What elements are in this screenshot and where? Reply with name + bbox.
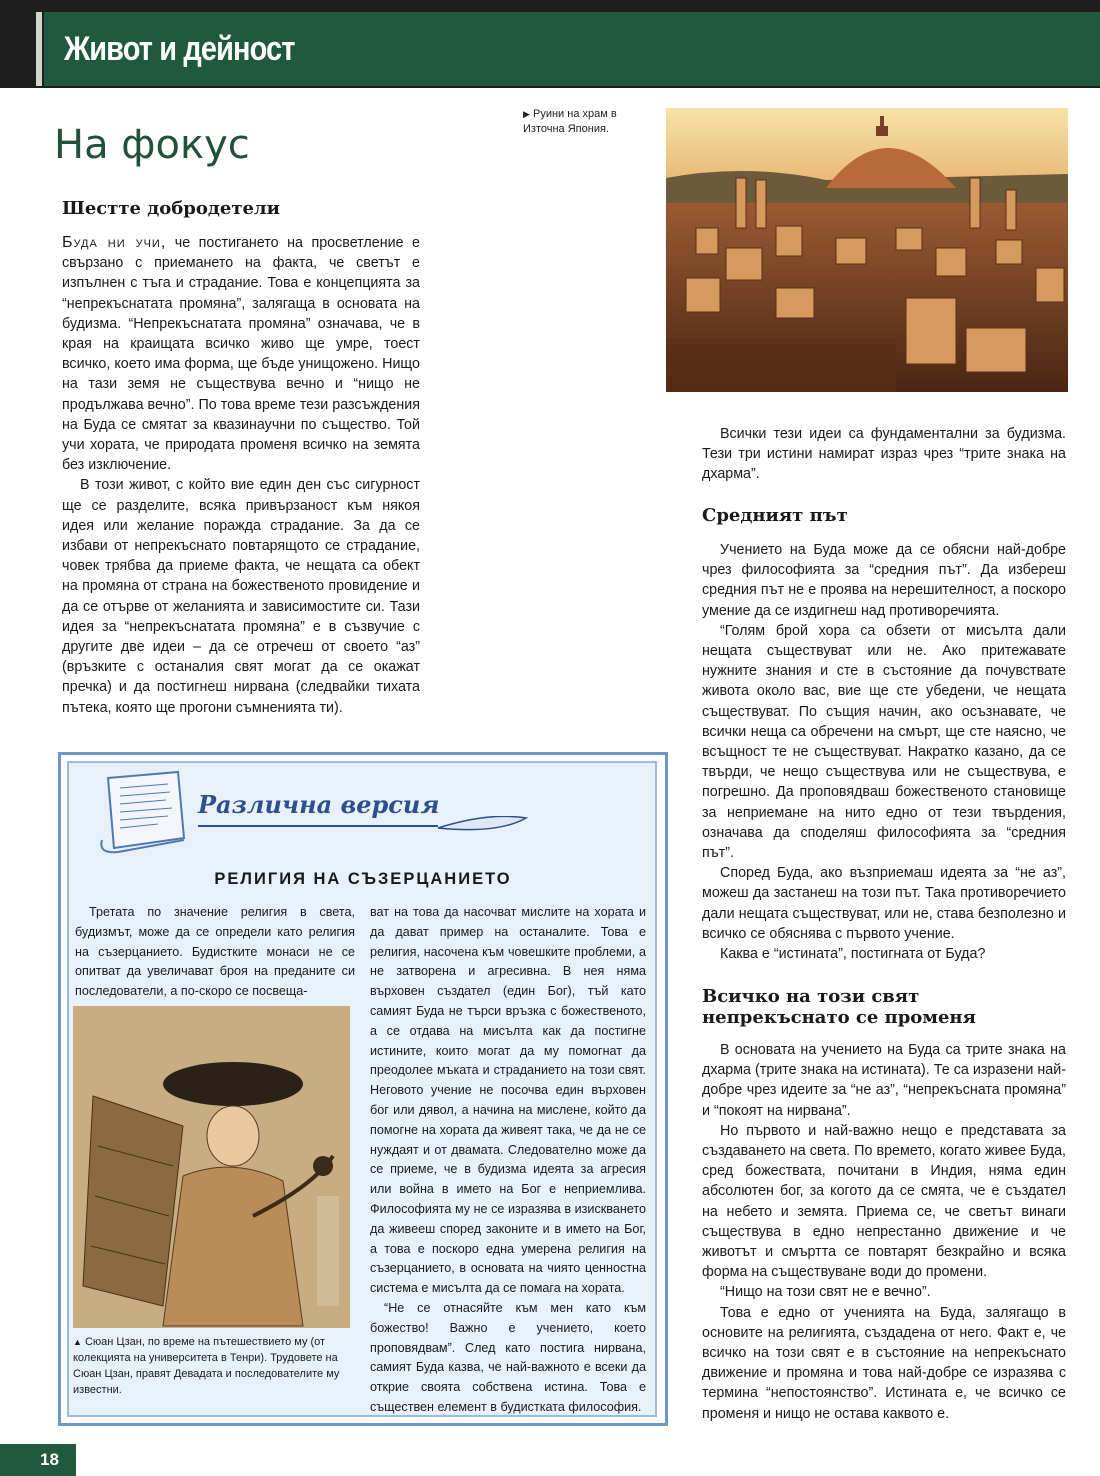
paragraph: “Не се отнасяйте към мен като към божество! Важно е учението, което проповядвам”. След като постига нирвана, самият Буда казва, че най-важното е всеки да открие своята собствена истина. Това е съществен елемент в будистката философия. <box>370 1300 646 1414</box>
middle-way-text <box>702 540 1066 964</box>
page-number-tab <box>0 1444 76 1476</box>
subheading-everything-changes: Всичко на този свят непрекъснато се променя <box>702 986 976 1028</box>
temple-ruins-image <box>666 108 1068 392</box>
right-intro-text <box>702 424 1066 485</box>
paragraph: В основата на учението на Буда са трите знака на дхарма (трите знака на истината). Те са изразени най-добре чрез идеите за “не аз”, “непрекъсната промяна” и “покоят на нирвана”. <box>702 1042 1066 1119</box>
paragraph: Третата по значение религия в света, будизмът, може да се определи като религия на съзерцанието. Будистките монаси не се опитват да увеличават броя на преданите си последователи, а по-скоро се посвеща- <box>75 905 355 999</box>
paragraph: Учението на Буда може да се обясни най-добре чрез философията за “средния път”. Да избереш средния път не е проява на нерешителност, а поскоро умение да се издигнеш над противоречията. <box>702 542 1066 619</box>
xuanzang-image <box>73 1006 350 1328</box>
paragraph: В този живот, с който вие един ден със сигурност ще се разделите, всяка привързаност към някоя идея или желание поражда страдание. За да се избави от непрекъснато повтарящото се страдание, човек трябва да приеме факта, че нещата са обект на промяна от страна на божественото провидение и да се отърве от желанията и зависимостите си. Тази идея за “непрекъснатата промяна” е в съзвучие с другите две идеи – да се отречеш от своето “аз” (връзките с останалия свят могат да се окажат пречка) и да постигнеш нирвана (следвайки тихата пътека, която ще прогони съмненията ти). <box>62 477 420 716</box>
section-title: Живот и дейност <box>64 30 295 68</box>
paragraph <box>62 233 420 475</box>
quill-underline-icon <box>198 816 528 846</box>
subheading-six-virtues: Шестте добродетели <box>62 198 280 219</box>
paragraph: Това е едно от ученията на Буда, залягащо в основите на религията, създадена от него. Факт е, че всичко на този свят е в състояние на непрекъснато движение и промяна и това най-добре се изразява с термина “непостоянство”. Истината е, че всичко се променя и нищо не остава каквото е. <box>702 1304 1066 1422</box>
photo-caption-text: Руини на храм в Източна Япония. <box>523 108 617 135</box>
paragraph: Всички тези идеи са фундаментални за будизма. Тези три истини намират израз чрез “трите знака на дхарма”. <box>702 426 1066 483</box>
everything-changes-text <box>702 1040 1066 1424</box>
subheading-middle-way: Средният път <box>702 505 848 526</box>
caption-arrow-icon: ▶ <box>523 109 530 119</box>
lead-in: Буда ни учи, <box>62 234 167 251</box>
temple-ruins-photo <box>666 108 1068 392</box>
box-heading: РЕЛИГИЯ НА СЪЗЕРЦАНИЕТО <box>214 870 512 888</box>
paragraph: Каква е “истината”, постигната от Буда? <box>720 946 986 963</box>
paragraph: Според Буда, ако възприемаш идеята за “не аз”, можеш да застанеш на този път. Така противоречието дали нещата съществуват, или не, става безполезно и всичко се обяснява с първото учение. <box>702 865 1066 942</box>
paragraph: Но първото и най-важно нещо е представата за създаването на света. По времето, когато живее Буда, сред божествата, почитани в Индия, няма един абсолютен бог, за когото да се смята, че е създател на небето и земята. Приема се, че светът винаги съществува в едно непрестанно движение и че животът и смъртта се повтарят безкрайно и всяка форма на съществуване води до промени. <box>702 1122 1066 1281</box>
paragraph-text: че постигането на просветление е свързано с приемането на факта, че светът е изпълнен с тъга и страдание. Това е концепцията за “непрекъснатата промяна”, залягаща в основата на будизма. “Непрекъснатата промяна” означава, че в края на краищата всичко живо ще умре, тоест всичко, което има форма, ще бъде унищожено. Нищо на тази земя не съществува вечно и “нищо не продължава вечно”. По това време тези разсъждения на Буда се смятат за квазинаучни по същество. Той учи хората, че природата променя всичко на земята без изключение. <box>62 235 420 474</box>
photo-caption <box>523 107 658 137</box>
scroll-icon <box>88 768 198 856</box>
page-number: 18 <box>40 1450 59 1469</box>
left-column-text <box>62 233 420 718</box>
box-column-right <box>370 903 646 1418</box>
box-title: Различна версия <box>198 790 440 819</box>
box-column-left <box>75 903 355 1002</box>
paragraph: ват на това да насочват мислите на хората и да дават пример на останалите. Това е религия, насочена към човешките проблеми, а не затворена и агресивна. В нея няма върховен създател (един Бог), тъй като самият Буда не търси връзка с божественото, а се отдава на мисълта как да постигне истините, които могат да му помогнат да преодолее мъката и страданието на този свят. Неговото учение не посочва един върховен бог или дявол, а начина на мислене, който да помогне на хората да живеят така, че да не се нуждаят и от двамата. Следователно може да се приеме, че в будизма идеята за агресия или война в името на Бог е неприемлива. Философията му не се изразява в изискването да живееш според законите и в името на Бог, а това е поскоро една умерена религия на съзерцанието, в основата на чиято ценностна система е мисълта да се помага на хората. <box>370 905 646 1296</box>
paragraph: “Нищо на този свят не е вечно”. <box>720 1284 931 1301</box>
header-stripe <box>36 12 42 86</box>
paragraph: “Голям брой хора са обзети от мисълта дали нещата съществуват или не. Ако притежавате нужните знания и сте в състояние да почувствате живота около вас, вие ще сте убедени, че нещата съществуват. По същия начин, ако осъзнавате, че всички неща са обречени на смърт, ще сте наясно, че всъщност те не съществуват. Накратко казано, да се твърди, че нещо съществува или не съществува, е погрешно. Да проповядваш божественото становище за неприемане на нито едно от тези твърдения, означава да споделяш философията за “средния път”. <box>702 622 1066 862</box>
painting-caption-text: Сюан Цзан, по време на пътешествието му (от колекцията на университета в Тенри). Трудовете на Сюан Цзан, правят Девадата и последователите му известни. <box>73 1336 340 1396</box>
page-title: На фокус <box>54 122 250 168</box>
xuanzang-painting <box>73 1006 350 1328</box>
painting-caption <box>73 1334 358 1398</box>
caption-arrow-up-icon: ▲ <box>73 1337 82 1347</box>
